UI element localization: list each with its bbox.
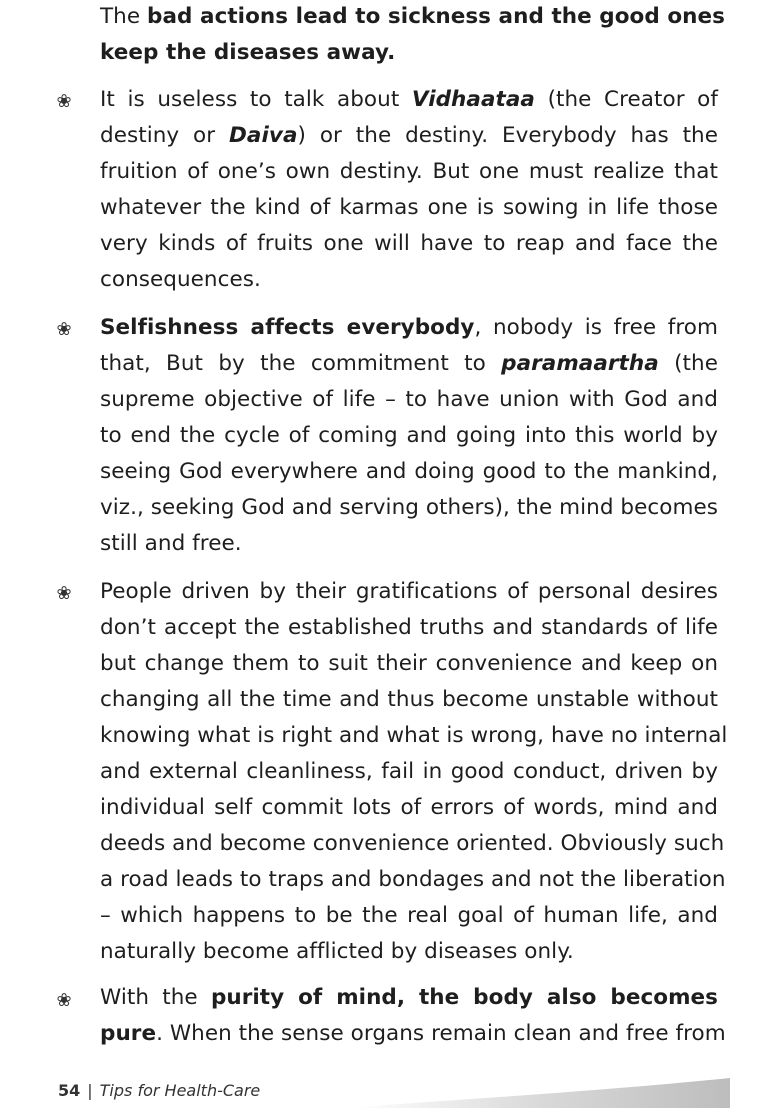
para1-line-2: destiny or Daiva) or the destiny. Everybody has the	[100, 123, 718, 148]
para3-line-10: – which happens to be the real goal of human life, and	[100, 903, 718, 928]
footer-separator: |	[87, 1081, 93, 1100]
decorative-swoosh	[350, 1070, 730, 1108]
flower-bullet-icon: ❀	[56, 583, 72, 604]
para1-line-4: whatever the kind of karmas one is sowing in life those	[100, 195, 718, 220]
para3-line-9: a road leads to traps and bondages and not the liberation	[100, 867, 726, 892]
book-title: Tips for Health-Care	[99, 1081, 261, 1100]
para4-line-2: pure. When the sense organs remain clean and free from	[100, 1021, 726, 1046]
para1-line-3: fruition of one’s own destiny. But one must realize that	[100, 159, 718, 184]
para3-line-2: don’t accept the established truths and standards of life	[100, 615, 718, 640]
para3-line-7: individual self commit lots of errors of words, mind and	[100, 795, 718, 820]
para4-line-1: With the purity of mind, the body also becomes	[100, 985, 718, 1010]
intro-line-1: The bad actions lead to sickness and the good ones	[100, 4, 726, 29]
para2-line-6: viz., seeking God and serving others), the mind becomes	[100, 495, 718, 520]
para2-line-3: supreme objective of life – to have union with God and	[100, 387, 718, 412]
para3-line-11: naturally become afflicted by diseases only.	[100, 939, 574, 964]
para3-line-1: People driven by their gratifications of personal desires	[100, 579, 718, 604]
para3-line-4: changing all the time and thus become unstable without	[100, 687, 718, 712]
para2-line-7: still and free.	[100, 531, 242, 556]
para2-line-4: to end the cycle of coming and going into this world by	[100, 423, 718, 448]
para1-line-1: It is useless to talk about Vidhaataa (the Creator of	[100, 87, 719, 112]
para3-line-6: and external cleanliness, fail in good conduct, driven by	[100, 759, 718, 784]
flower-bullet-icon: ❀	[56, 990, 72, 1011]
page-footer	[58, 1080, 260, 1102]
para3-line-3: but change them to suit their convenience and keep on	[100, 651, 718, 676]
para1-line-6: consequences.	[100, 267, 261, 292]
para2-line-2: that, But by the commitment to paramaartha (the	[100, 351, 718, 376]
flower-bullet-icon: ❀	[56, 319, 72, 340]
para2-line-1: Selfishness affects everybody, nobody is free from	[100, 315, 718, 340]
para1-line-5: very kinds of fruits one will have to reap and face the	[100, 231, 718, 256]
para2-line-5: seeing God everywhere and doing good to the mankind,	[100, 459, 718, 484]
intro-line-2: keep the diseases away.	[100, 40, 396, 65]
flower-bullet-icon: ❀	[56, 91, 72, 112]
page-number: 54	[58, 1081, 81, 1100]
para3-line-8: deeds and become convenience oriented. Obviously such	[100, 831, 725, 856]
para3-line-5: knowing what is right and what is wrong, have no internal	[100, 723, 728, 748]
